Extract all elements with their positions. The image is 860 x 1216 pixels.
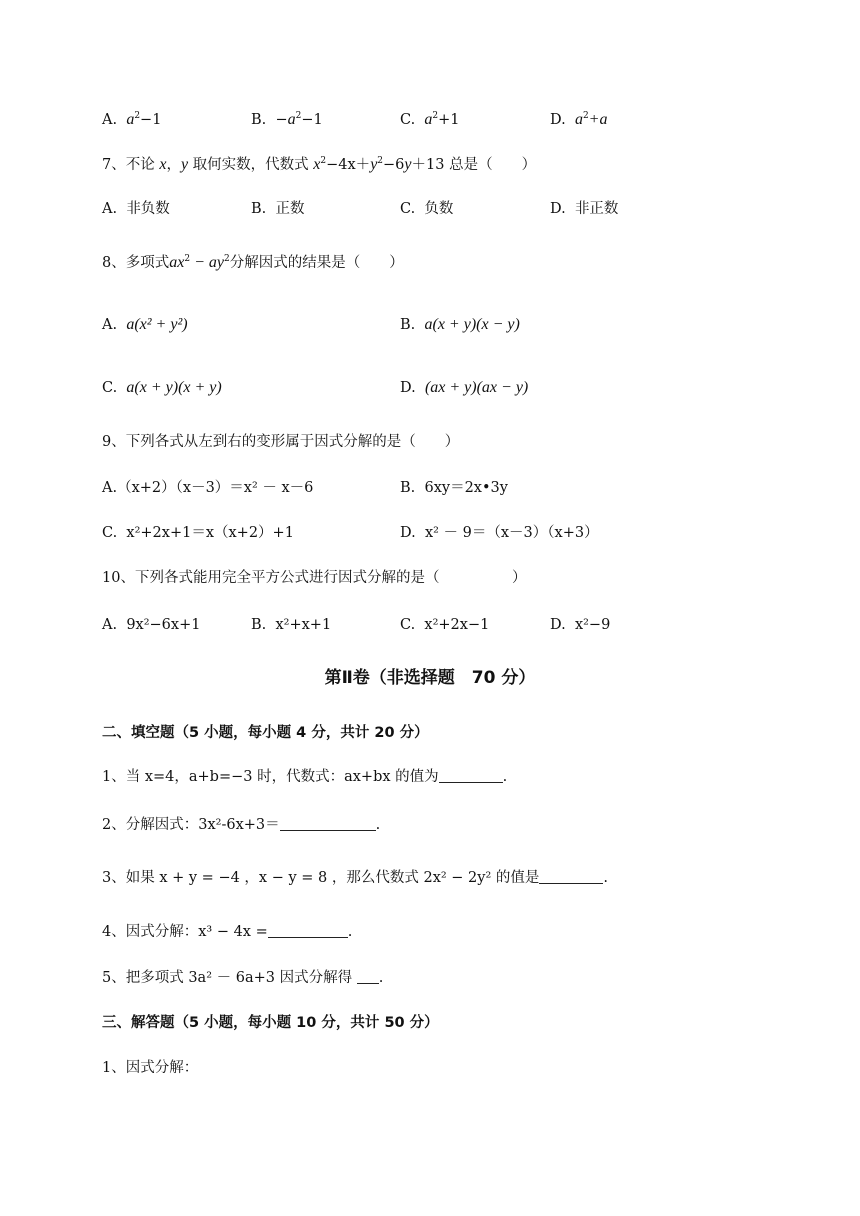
option-text: 负数 — [424, 201, 454, 217]
q6-option-d — [550, 110, 607, 130]
expr-base: a — [424, 111, 433, 128]
q6-option-a — [102, 110, 161, 130]
option-text: (ax + y)(ax − y) — [424, 379, 529, 396]
q7-stem-mid: 取何实数，代数式 — [188, 157, 314, 173]
q7-option-c — [400, 199, 453, 219]
fill-item-end: . — [603, 870, 609, 886]
option-letter: D. — [400, 525, 416, 541]
option-letter: B. — [400, 317, 416, 333]
answer-blank[interactable] — [539, 869, 603, 884]
answer-blank[interactable] — [268, 923, 348, 938]
expr-rest: −1 — [301, 112, 323, 128]
fill-item-text: 5、把多项式 3a² － 6a+3 因式分解得 — [102, 970, 353, 986]
q8-option-b — [400, 315, 520, 335]
option-letter: B. — [251, 617, 267, 633]
var-x: x — [159, 156, 167, 173]
option-text: 非正数 — [574, 201, 619, 217]
option-letter: A. — [102, 201, 118, 217]
fill-item-text: 3、如果 x + y = −4 ，x − y = 8 ，那么代数式 2x² − 2y² 的值是 — [102, 870, 540, 886]
q8-option-c — [102, 378, 222, 398]
fill-item-end: . — [347, 924, 353, 940]
option-letter: D. — [400, 380, 416, 396]
fill-item-text: 1、当 x=4，a+b=−3 时，代数式：ax+bx 的值为 — [102, 769, 439, 785]
expr-part: − ay — [190, 254, 224, 271]
q9-option-a — [102, 478, 313, 498]
expr-part: y — [370, 156, 378, 173]
expr-sup: 2 — [223, 254, 230, 264]
fill-item-text: 2、分解因式：3x²-6x+3＝ — [102, 817, 280, 833]
expr-sup: 2 — [184, 254, 191, 264]
option-letter: B. — [251, 112, 267, 128]
option-letter: C. — [400, 617, 416, 633]
answer-item-1: 1、因式分解： — [102, 1060, 199, 1076]
q10-stem: 10、下列各式能用完全平方公式进行因式分解的是（ ） — [102, 570, 527, 586]
q7-stem-start: 7、不论 — [102, 157, 160, 173]
option-text: x²−9 — [574, 617, 611, 633]
answer-blank[interactable] — [280, 816, 376, 831]
q10-option-b — [251, 615, 331, 635]
fill-item-2 — [102, 815, 380, 835]
expr-sup: 2 — [582, 111, 589, 121]
option-letter: A. — [102, 112, 118, 128]
expr-rest: −1 — [140, 112, 162, 128]
expr-base: a — [287, 111, 296, 128]
fill-item-5 — [102, 968, 383, 988]
fill-section-heading: 二、填空题（5 小题，每小题 4 分，共计 20 分） — [102, 725, 429, 741]
var-y: y — [180, 156, 189, 173]
expr-part: ax — [169, 254, 185, 271]
option-text: 6xy＝2x•3y — [424, 480, 508, 496]
option-letter: C. — [400, 112, 416, 128]
expr-rest: +1 — [438, 112, 460, 128]
expr-sup: 2 — [320, 156, 327, 166]
fill-item-1 — [102, 767, 507, 787]
option-letter: D. — [550, 617, 566, 633]
q9-option-c — [102, 523, 294, 543]
expr-base: a — [126, 111, 135, 128]
q10-option-a — [102, 615, 200, 635]
option-text: x²+2x−1 — [424, 617, 490, 633]
option-letter: A. — [102, 617, 118, 633]
option-text: x²+2x+1＝x（x+2）+1 — [126, 525, 294, 541]
q10-option-c — [400, 615, 489, 635]
q10-option-d — [550, 615, 610, 635]
expr-base: a — [574, 111, 583, 128]
q8-option-a — [102, 315, 188, 335]
option-text: 非负数 — [126, 201, 170, 217]
q8-option-d — [400, 378, 528, 398]
fill-item-end: . — [378, 970, 384, 986]
answer-section-heading: 三、解答题（5 小题，每小题 10 分，共计 50 分） — [102, 1015, 439, 1031]
answer-blank[interactable] — [357, 969, 379, 984]
expr-part: −6 — [383, 157, 405, 173]
option-text: x²+x+1 — [275, 617, 332, 633]
expr-part: ＋13 — [411, 157, 445, 173]
q7-option-a — [102, 199, 170, 219]
q9-stem: 9、下列各式从左到右的变形属于因式分解的是（ ） — [102, 434, 460, 450]
fill-item-text: 4、因式分解：x³ − 4x = — [102, 924, 268, 940]
option-letter: B. — [251, 201, 267, 217]
expr-part: x — [313, 156, 321, 173]
option-letter: C. — [102, 380, 118, 396]
q7-option-b — [251, 199, 304, 219]
comma: ， — [166, 157, 181, 173]
option-letter: D. — [550, 201, 566, 217]
q7-stem — [102, 155, 536, 175]
option-letter: C. — [400, 201, 416, 217]
q8-stem-start: 8、多项式 — [102, 255, 170, 271]
q6-option-b — [251, 110, 323, 130]
option-letter: B. — [400, 480, 416, 496]
option-text: 9x²−6x+1 — [126, 617, 201, 633]
option-letter: A. — [102, 317, 118, 333]
expr-part: y — [404, 156, 412, 173]
option-text: a(x + y)(x + y) — [126, 379, 222, 396]
fill-item-4 — [102, 922, 352, 942]
expr-sup: 2 — [377, 156, 384, 166]
option-text: a(x + y)(x − y) — [424, 316, 520, 333]
part2-title: 第Ⅱ卷（非选择题 70 分） — [324, 668, 536, 688]
q8-stem — [102, 253, 404, 273]
fill-item-3 — [102, 868, 608, 888]
expr-sup: 2 — [432, 111, 439, 121]
option-letter: D. — [550, 112, 566, 128]
answer-blank[interactable] — [439, 768, 503, 783]
option-letter: A. — [102, 480, 118, 496]
option-text: 正数 — [275, 201, 305, 217]
option-text: a(x² + y²) — [126, 316, 188, 333]
q8-stem-end: 分解因式的结果是（ ） — [229, 255, 404, 271]
expr-sup: 2 — [134, 111, 141, 121]
expr-part: −4x＋ — [326, 157, 371, 173]
option-text: x² － 9＝（x－3）（x+3） — [424, 525, 599, 541]
q7-stem-end: 总是（ ） — [444, 157, 537, 173]
q9-option-b — [400, 478, 508, 498]
fill-item-end: . — [502, 769, 508, 785]
expr-prefix: − — [275, 112, 288, 128]
expr-sup: 2 — [295, 111, 302, 121]
q7-option-d — [550, 199, 618, 219]
option-text: （x+2）（x－3）＝x² － x－6 — [117, 480, 314, 496]
option-letter: C. — [102, 525, 118, 541]
q9-option-d — [400, 523, 599, 543]
fill-item-end: . — [375, 817, 381, 833]
q6-option-c — [400, 110, 460, 130]
expr-rest: +a — [588, 111, 608, 128]
